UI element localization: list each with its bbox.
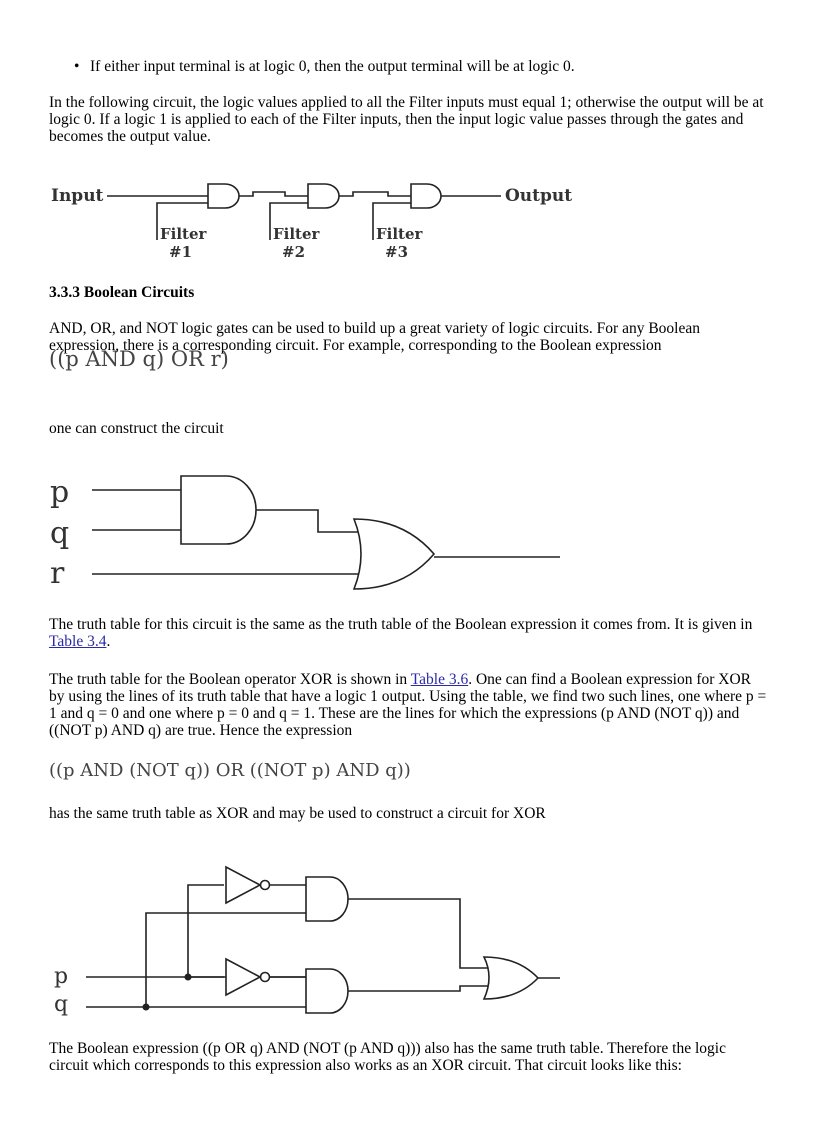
and-gate-1 xyxy=(208,184,239,208)
paragraph-filter: In the following circuit, the logic values applied to all the Filter inputs must equal 1; otherwise the output will be at logic 0. If a logic 1 is applied to each of the Filter inputs, then the input logic value passes through the gates and becomes the output value. xyxy=(49,94,764,145)
filter-2-number: #2 xyxy=(282,243,306,261)
q-label: q xyxy=(54,992,69,1017)
wire xyxy=(86,977,306,1007)
paragraph-truth-end: . xyxy=(106,633,111,650)
filter-circuit-diagram xyxy=(45,180,575,265)
paragraph-construct: one can construct the circuit xyxy=(49,420,224,437)
r-label: r xyxy=(50,556,65,590)
not-bubble-top xyxy=(261,881,270,890)
and-gate-3 xyxy=(411,184,441,208)
list-item xyxy=(72,58,575,75)
input-label: Input xyxy=(51,186,104,206)
bullet-marker: • xyxy=(74,58,80,75)
p-label: p xyxy=(50,475,70,510)
filter-1-label: Filter xyxy=(160,225,207,243)
q-label: q xyxy=(50,516,70,551)
bullet-text: If either input terminal is at logic 0, then the output terminal will be at logic 0. xyxy=(90,58,575,75)
section-heading: 3.3.3 Boolean Circuits xyxy=(49,284,195,301)
bullet-list xyxy=(72,58,575,75)
xor-circuit-diagram xyxy=(48,855,568,1020)
expression-2: ((p AND (NOT q)) OR ((NOT p) AND q)) xyxy=(49,760,411,781)
junction-dot xyxy=(143,1004,150,1011)
paragraph-same-table: has the same truth table as XOR and may be used to construct a circuit for XOR xyxy=(49,805,546,822)
not-gate-top xyxy=(226,867,260,903)
paragraph-truth-table xyxy=(49,616,769,650)
or-gate xyxy=(354,519,434,589)
paragraph-xor xyxy=(49,671,769,739)
not-gate-bottom xyxy=(226,959,260,995)
not-bubble-bottom xyxy=(261,973,270,982)
filter-3-number: #3 xyxy=(385,243,409,261)
paragraph-boolean: AND, OR, and NOT logic gates can be used to build up a great variety of logic circuits. For any Boolean expression, there is a corresponding circuit. For example, corresponding to the Boolean expression xyxy=(49,320,700,354)
and-gate xyxy=(181,476,256,544)
wire xyxy=(107,192,501,196)
wire xyxy=(348,899,488,991)
or-gate xyxy=(484,957,538,999)
paragraph-xor-end: . One can find a Boolean expression for XOR by using the lines of its truth table that have a logic 1 output. Using the table, we find two such lines, one where p = 1 and q = 0 and one where p = 0 and q = 1. These are the lines for which the expressions (p AND (NOT q)) and ((NOT p) AND q) are true. Hence the expression xyxy=(49,671,767,739)
wire xyxy=(92,490,560,574)
paragraph-final: The Boolean expression ((p OR q) AND (NOT (p AND q))) also has the same truth table. Therefore the logic circuit which corresponds to this expression also works as an XOR circuit. That circuit looks like this: xyxy=(49,1040,726,1074)
filter-2-label: Filter xyxy=(273,225,320,243)
table-3-4-link[interactable]: Table 3.4 xyxy=(49,633,107,650)
filter-3-label: Filter xyxy=(376,225,423,243)
p-label: p xyxy=(54,964,69,989)
and-gate-bottom xyxy=(306,969,348,1013)
table-3-6-link[interactable]: Table 3.6 xyxy=(410,671,469,688)
and-gate-2 xyxy=(308,184,339,208)
junction-dot xyxy=(185,974,192,981)
expression-1: ((p AND q) OR r) xyxy=(49,347,229,371)
filter-1-number: #1 xyxy=(169,243,193,261)
and-or-circuit-diagram xyxy=(48,472,568,590)
output-label: Output xyxy=(505,186,573,206)
paragraph-xor-text: The truth table for the Boolean operator XOR is shown in xyxy=(49,671,411,688)
and-gate-top xyxy=(306,877,348,921)
paragraph-truth-text: The truth table for this circuit is the same as the truth table of the Boolean expression it comes from. It is given in xyxy=(49,616,753,633)
